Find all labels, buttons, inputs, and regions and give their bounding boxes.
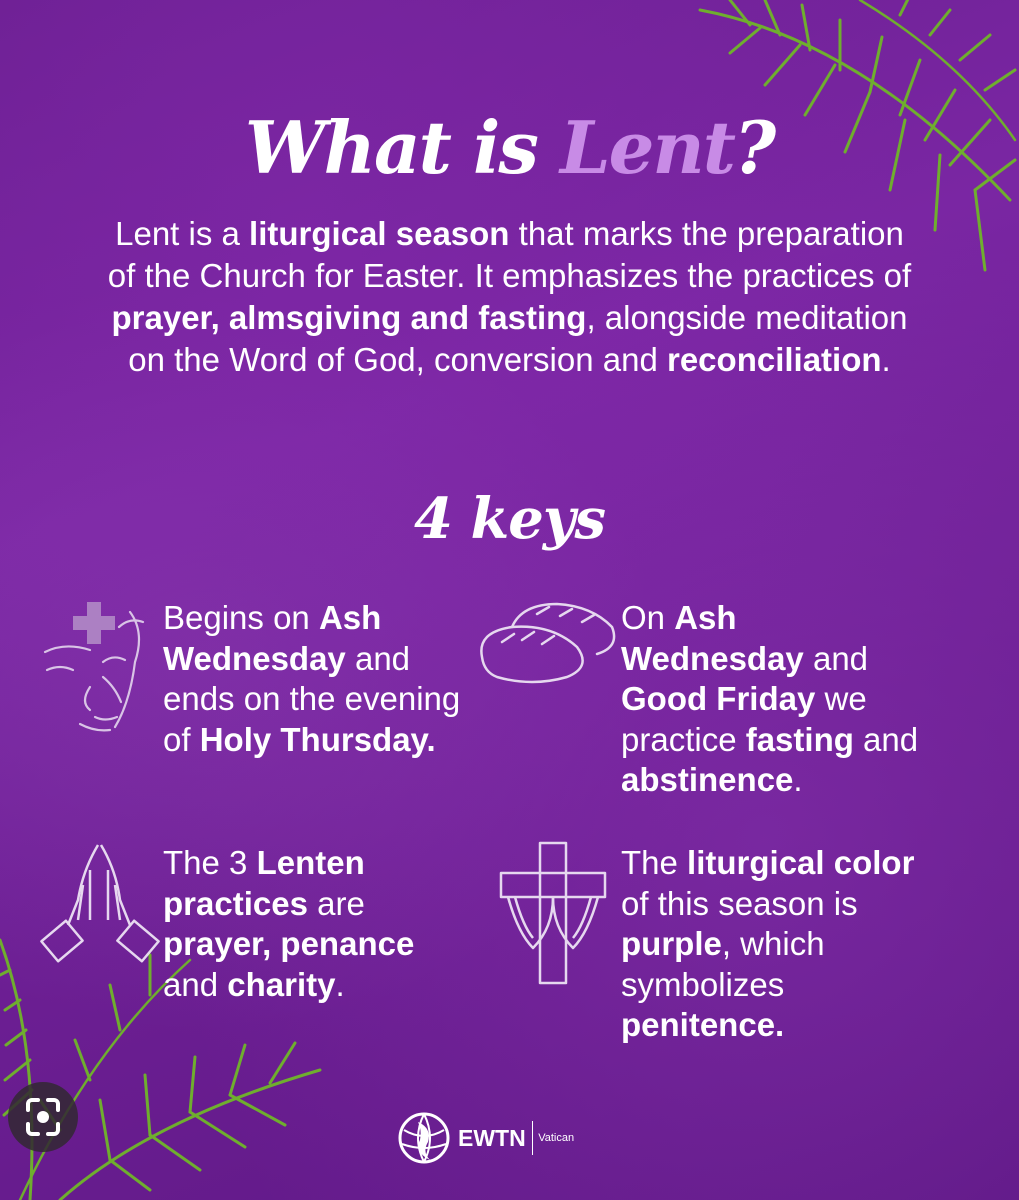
keys-heading: 4 keys xyxy=(414,486,605,552)
lens-search-button[interactable] xyxy=(8,1082,78,1152)
key-liturgical-color: The liturgical color of this season is purple, which symbolizes penitence. xyxy=(621,844,915,1043)
intro-paragraph: Lent is a liturgical season that marks the preparation of the Church for Easter. It emphasizes the practices of prayer, almsgiving and fasting, alongside meditation on the Word of God, conversion and reconciliation. xyxy=(107,215,912,378)
forehead-ash-cross-icon xyxy=(35,592,160,737)
lens-search-icon xyxy=(8,1082,78,1152)
cross-with-shroud-icon xyxy=(493,838,613,988)
ewtn-brand xyxy=(392,1108,574,1168)
key-lenten-practices: The 3 Lenten practices are prayer, penance and charity. xyxy=(163,844,415,1003)
brand-sub: Vatican xyxy=(538,1132,575,1144)
key-fasting-days: On Ash Wednesday and Good Friday we practice fasting and abstinence. xyxy=(621,599,919,798)
brand-divider xyxy=(532,1121,534,1155)
bread-icon xyxy=(472,592,622,692)
praying-hands-icon xyxy=(38,840,163,970)
page-title: What is Lent? xyxy=(244,105,775,190)
ewtn-wordmark: EWTN xyxy=(458,1124,526,1151)
title-accent: Lent xyxy=(559,105,734,190)
ewtn-globe-logo xyxy=(392,1108,456,1168)
key-ash-wednesday-dates: Begins on Ash Wednesday and ends on the evening of Holy Thursday. xyxy=(163,599,461,758)
